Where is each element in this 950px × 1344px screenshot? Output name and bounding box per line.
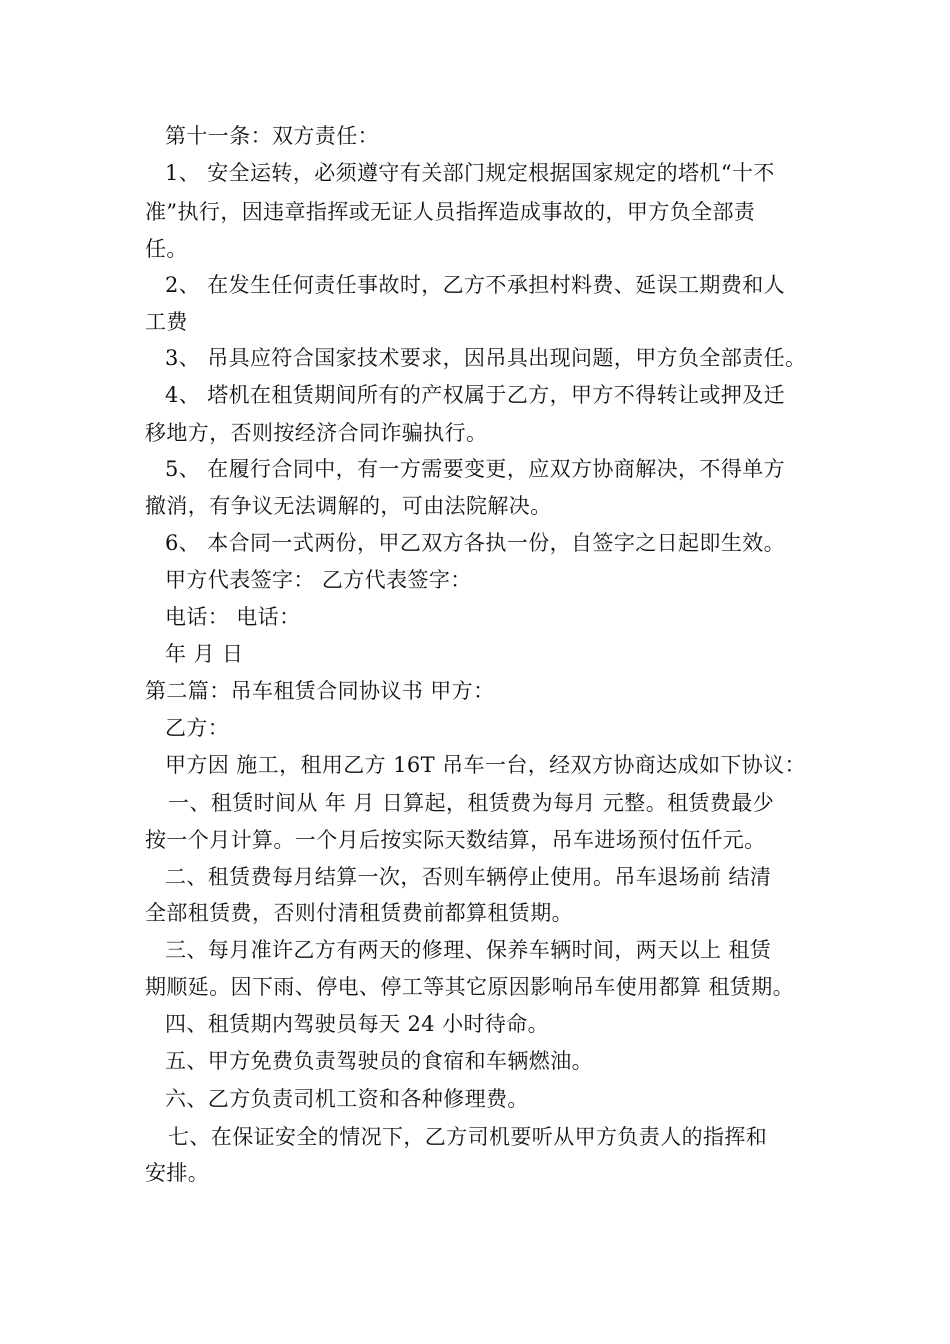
item-2-line-2: 全部租赁费，否则付清租赁费前都算租赁期。 <box>145 901 573 925</box>
clause-2-line-2: 工费 <box>145 310 188 334</box>
clause-5-line-1: 5、 在履行合同中，有一方需要变更，应双方协商解决，不得单方 <box>165 457 786 481</box>
clause-1-line-3: 任。 <box>145 237 188 261</box>
item-2-line-1: 二、租赁费每月结算一次，否则车辆停止使用。吊车退场前 结清 <box>165 865 772 889</box>
clause-3-line-1: 3、 吊具应符合国家技术要求，因吊具出现问题，甲方负全部责任。 <box>165 346 807 370</box>
item-7-line-2: 安排。 <box>145 1161 210 1185</box>
clause-4-line-2: 移地方，否则按经济合同诈骗执行。 <box>145 421 488 445</box>
item-1-line-1: 一、租赁时间从 年 月 日算起，租赁费为每月 元整。租赁费最少 <box>168 791 775 815</box>
phone-line: 电话： 电话： <box>165 605 301 629</box>
clause-6-line-1: 6、 本合同一式两份，甲乙双方各执一份，自签字之日起即生效。 <box>165 531 786 555</box>
item-3-line-2: 期顺延。因下雨、停电、停工等其它原因影响吊车使用都算 租赁期。 <box>145 975 795 999</box>
clause-1-line-1: 1、 安全运转，必须遵守有关部门规定根据国家规定的塔机“十不 <box>165 161 775 185</box>
item-3-line-1: 三、每月准许乙方有两天的修理、保养车辆时间，两天以上 租赁 <box>165 938 772 962</box>
date-line: 年 月 日 <box>165 642 244 666</box>
item-6-line-1: 六、乙方负责司机工资和各种修理费。 <box>165 1087 529 1111</box>
clause-1-line-2: 准”执行，因违章指挥或无证人员指挥造成事故的，甲方负全部责 <box>145 200 756 224</box>
item-7-line-1: 七、在保证安全的情况下，乙方司机要听从甲方负责人的指挥和 <box>168 1125 768 1149</box>
clause-4-line-1: 4、 塔机在租赁期间所有的产权属于乙方，甲方不得转让或押及迁 <box>165 383 786 407</box>
clause-5-line-2: 撤消，有争议无法调解的，可由法院解决。 <box>145 494 552 518</box>
clause-2-line-1: 2、 在发生任何责任事故时，乙方不承担村料费、延误工期费和人 <box>165 273 786 297</box>
signature-line: 甲方代表签字： 乙方代表签字： <box>165 568 472 592</box>
party-b-line: 乙方： <box>165 716 230 740</box>
item-5-line-1: 五、甲方免费负责驾驶员的食宿和车辆燃油。 <box>165 1049 593 1073</box>
article-11-heading: 第十一条：双方责任： <box>165 124 379 148</box>
intro-line: 甲方因 施工，租用乙方 16T 吊车一台，经双方协商达成如下协议： <box>165 753 806 777</box>
part-2-heading: 第二篇：吊车租赁合同协议书 甲方： <box>145 679 495 703</box>
item-4-line-1: 四、租赁期内驾驶员每天 24 小时待命。 <box>165 1012 550 1036</box>
item-1-line-2: 按一个月计算。一个月后按实际天数结算，吊车进场预付伍仟元。 <box>145 828 766 852</box>
